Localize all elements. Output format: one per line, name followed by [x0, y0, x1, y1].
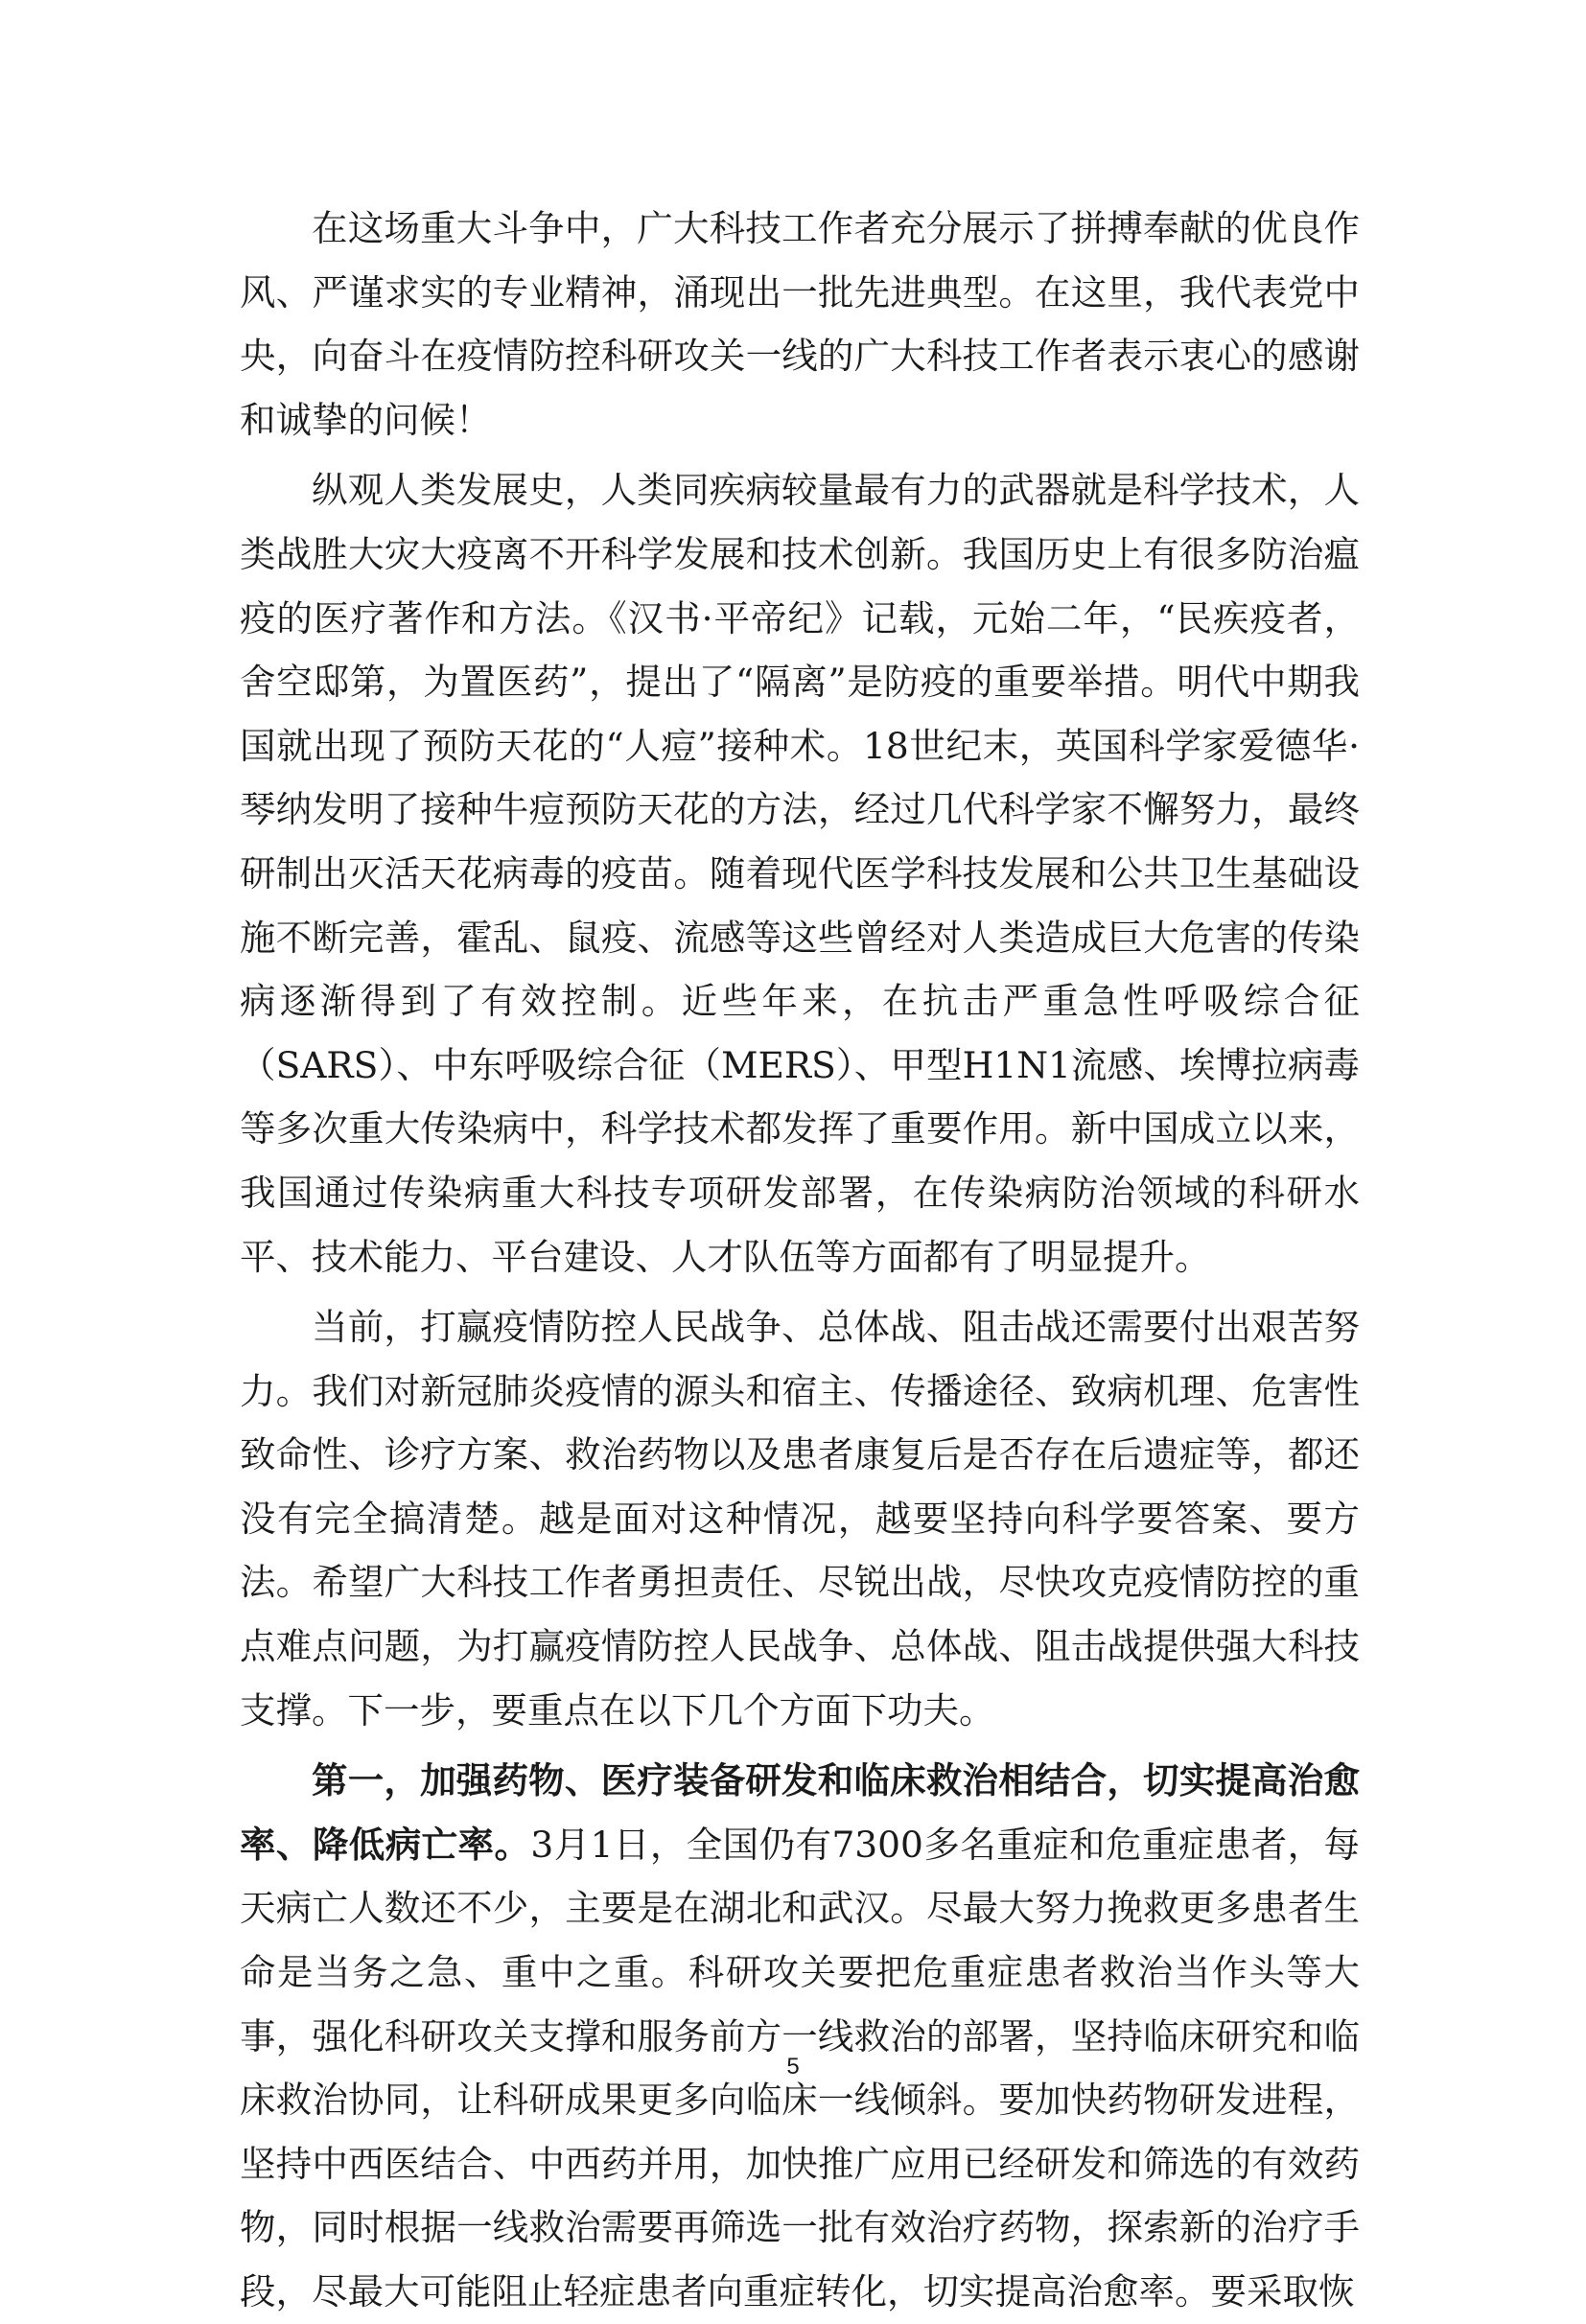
page-number: 5 — [786, 2054, 800, 2080]
paragraph-2 — [240, 458, 1360, 1289]
paragraph-3 — [240, 1295, 1360, 1742]
paragraph-3-text: 当前，打赢疫情防控人民战争、总体战、阻击战还需要付出艰苦努力。我们对新冠肺炎疫情的源头和宿主、传播途径、致病机理、危害性致命性、诊疗方案、救治药物以及患者康复后是否存在后遗症等，都还没有完全搞清楚。越是面对这种情况，越要坚持向科学要答案、要方法。希望广大科技工作者勇担责任、尽锐出战，尽快攻克疫情防控的重点难点问题，为打赢疫情防控人民战争、总体战、阻击战提供强大科技支撑。下一步，要重点在以下几个方面下功夫。 — [240, 1306, 1360, 1731]
paragraph-4 — [240, 1749, 1360, 2323]
paragraph-1-text: 在这场重大斗争中，广大科技工作者充分展示了拼搏奉献的优良作风、严谨求实的专业精神，涌现出一批先进典型。在这里，我代表党中央，向奋斗在疫情防控科研攻关一线的广大科技工作者表示衷心的感谢和诚挚的问候！ — [240, 207, 1360, 441]
document-body — [240, 197, 1360, 2324]
paragraph-4-text: 3月1日，全国仍有7300多名重症和危重症患者，每天病亡人数还不少，主要是在湖北和武汉。尽最大努力挽救更多患者生命是当务之急、重中之重。科研攻关要把危重症患者救治当作头等大事，强化科研攻关支撑和服务前方一线救治的部署，坚持临床研究和临床救治协同，让科研成果更多向临床一线倾斜。要加快药物研发进程，坚持中西医结合、中西药并用，加快推广应用已经研发和筛选的有效药物，同时根据一线救治需要再筛选一批有效治疗药物，探索新的治疗手段，尽最大可能阻止轻症患者向重症转化，切实提高治愈率。要采取恢 — [240, 1823, 1360, 2312]
paragraph-4-lead: 第一，加强药物、医疗装备研发和临床救治相结合，切实提高治愈率、降低病亡率。 — [240, 1759, 1360, 1866]
paragraph-1 — [240, 197, 1360, 452]
paragraph-2-text: 纵观人类发展史，人类同疾病较量最有力的武器就是科学技术，人类战胜大灾大疫离不开科学发展和技术创新。我国历史上有很多防治瘟疫的医疗著作和方法。《汉书·平帝纪》记载，元始二年，“民疾疫者，舍空邸第，为置医药”，提出了“隔离”是防疫的重要举措。明代中期我国就出现了预防天花的“人痘”接种术。18世纪末，英国科学家爱德华·琴纳发明了接种牛痘预防天花的方法，经过几代科学家不懈努力，最终研制出灭活天花病毒的疫苗。随着现代医学科技发展和公共卫生基础设施不断完善，霍乱、鼠疫、流感等这些曾经对人类造成巨大危害的传染病逐渐得到了有效控制。近些年来，在抗击严重急性呼吸综合征（SARS）、中东呼吸综合征（MERS）、甲型H1N1流感、埃博拉病毒等多次重大传染病中，科学技术都发挥了重要作用。新中国成立以来，我国通过传染病重大科技专项研发部署，在传染病防治领域的科研水平、技术能力、平台建设、人才队伍等方面都有了明显提升。 — [240, 469, 1360, 1278]
